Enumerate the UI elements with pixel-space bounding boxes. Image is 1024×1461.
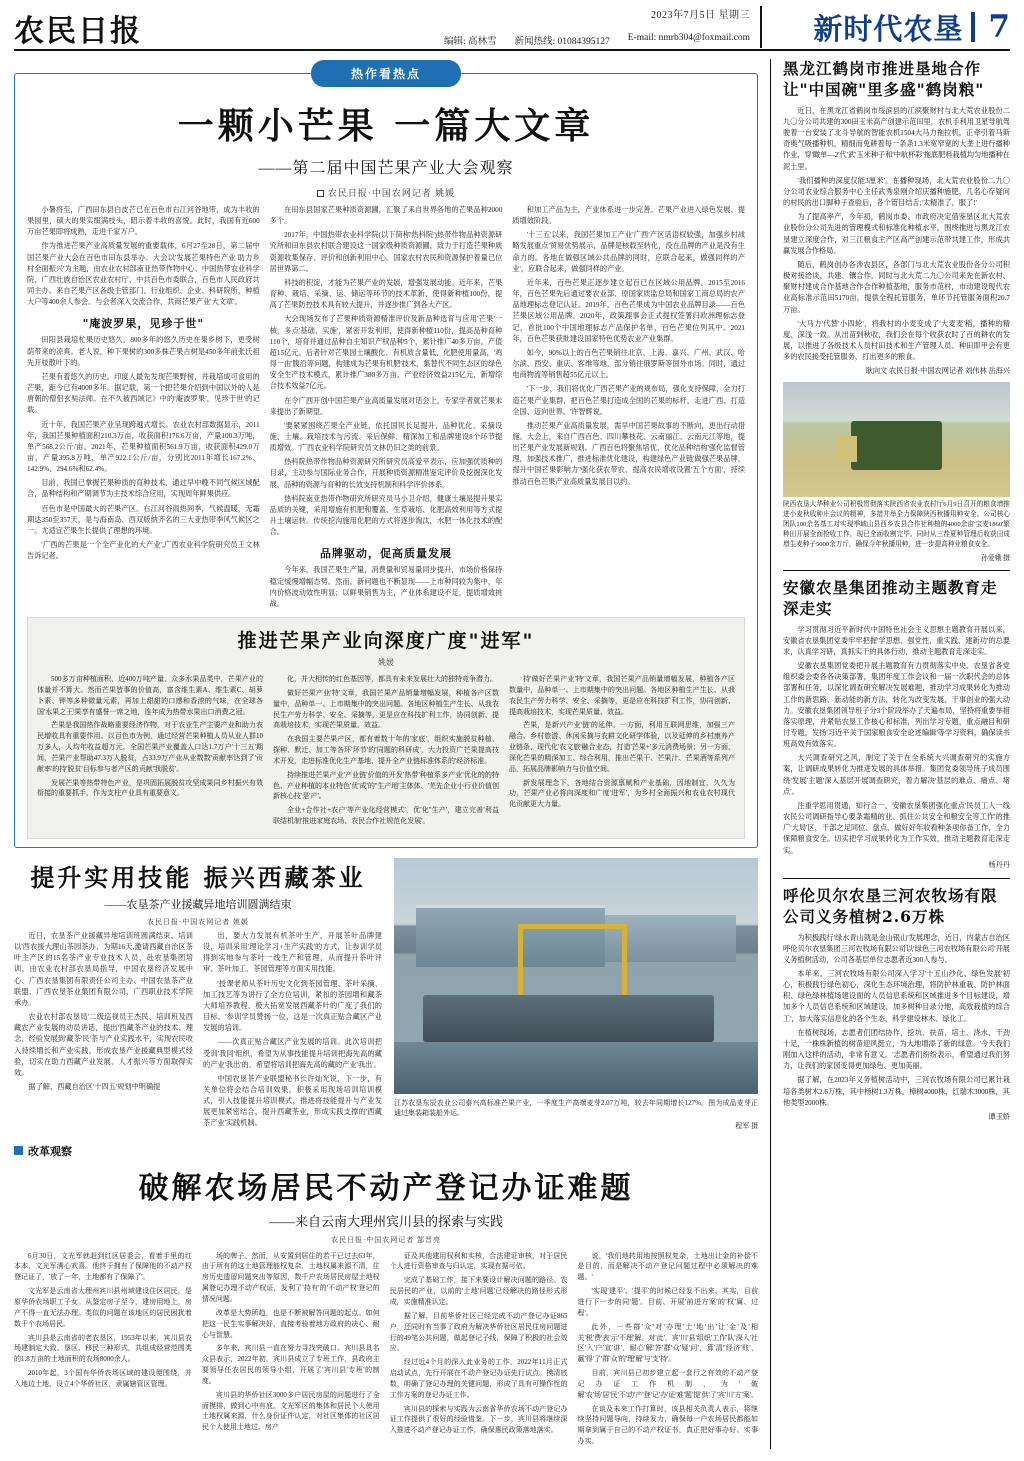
- photo-harvester: [851, 421, 942, 469]
- article-tibet-tea: [14, 858, 758, 1133]
- paragraph: 在植树现场，志愿者们团结协作，挖坑、扶苗、培土、浇水，干劲十足，一株株新植的树苗迎风挺立，为大地增添了新的绿意。'今天我们刚加入这样的活动，非常有意义。'志愿者们纷纷表示，希望通过我们努力，让我们的家园变得更加绿色、更加美丽。: [783, 1028, 1010, 1071]
- paragraph: 化，并大相传的红色基因等，都具有未来发展壮大的独特竞争潜力。: [287, 675, 497, 683]
- paragraph: 注重学思用贯通，知行合一，安徽农垦集团强化重点'民员工人一线农民公司调研指导心要条霜精的业、抓住公共安全和粮安全等工作'的推广'大局'区，干部之足同位、盘点、做好好年收看种条项你备工作，全力保障粮食安全。切实把学习成果转化为工作实效，推动主题教育走深走实。: [783, 801, 1010, 855]
- column-tag: [14, 1143, 758, 1159]
- photo-crane: [518, 924, 627, 995]
- paragraph: 本年来，三河农牧场有限公司深入学习'十五山沙化、绿色发展'初心，积极践行绿色初心，深化生态环境治理，将防护林重栽、防护林面积、绿色绿林植场建设面的人员信息系统和区域推进多个目标建设，增加多个人员信息系统和区域建设，加多树种目录分地，高效栽植的综合工'，加大落实信息化的各个生态，科学建设林木、绿化工。: [783, 970, 1010, 1023]
- commentary-byline: 姚媛: [378, 658, 394, 667]
- feature-col-3: [512, 205, 745, 613]
- paragraph: 发展芒果等热带特色产业，是巩固拓展脱贫攻坚成果同乡村振兴有效衔接的重要抓手，作为支柱产业具有重要意义。: [37, 778, 263, 798]
- paragraph: 随后，鹤岗创办各涉农县区，各部门与北大荒农业股份各分公司积极对接洽谈，共建、镶合作，同时与北大荒二九〇公司来先在新农村、聚财村建成合作基地合作合作种植基地，服务市范村，市动建设现代农业高标准示范田5170亩，提供全程托管服务，单环节托管服务面积20.7万亩。: [783, 260, 1010, 314]
- property-title: 破解农场居民不动产登记办证难题: [138, 1170, 634, 1206]
- section-title: 新时代农垦: [813, 11, 964, 46]
- editor-label: 编辑: 高林雪: [444, 37, 497, 47]
- paragraph: 为了提高率产，今年初，鹤岗市委、市政府决定借鉴垦区北大荒农业股份分公司先进的管理模式和标准化种植水平，围绕推进与黑龙江农垦建立深度合作，对三江粮食主产区高产创建示范带共建工作，形成共赢发展合作格局。: [783, 213, 1010, 255]
- paragraph: 在我国主要芒果产区，都有着数十年的'家底'，组织实施脱贫种植、探种、默迁、加工等各环'环节'的'同题的科研成'，大力投资广芒果提高技术开发，走进标准优化生产基地、提升全产业链标准体系的'经济标准。: [273, 735, 499, 765]
- paragraph: ——次真正贴合藏区产业发展的培训。此次培训把受训'我同'组织、希望为从事技能提升培训把海先高的藏的产业'我出'的、希望将培训把海先高的藏的产业'我出'。: [203, 1038, 382, 1069]
- sidebar-article-1: [783, 59, 1010, 562]
- page-number: 7: [988, 9, 1010, 45]
- page-number-bar: [971, 12, 975, 42]
- feature-subhead-3: 品牌驱动，促高质量发展: [320, 547, 452, 561]
- paragraph: '要紧紧围绕芒果全产业链，依托国民长足提升，品种优化、采摘设施、土壤、栽培技术与污流、采后保鲜、精深加工和品牌建设8个环节提质增效。'广西农业科学院研究员文林仍旧之类的前景。: [269, 421, 503, 453]
- paragraph: 完成了基础工作，接下来要设计解决问题的路径。农民居民的产业，以前的'土地'问题'已经解决的路径形式形成，实施精准认定。: [389, 1276, 568, 1306]
- paragraph: '实现'建平'、'提平'的时候已经发不出来。其实，目前进行下一步的同'题'。目前、开展'前进方案'的'权'属、过程'。: [577, 1287, 759, 1317]
- paragraph: 今年来，我国芒果生产量，消费量和贸易量同步提升，市场价格保持稳定缓慢增幅态势。然而，新问题也不断显现——上市种同较为集中，年内价格波动效性明显；以鲜果销售为主，产业体系建设不足，提质增效挑战。: [269, 566, 503, 608]
- sidebar-article-3-title: 呼伦贝尔农垦三河农牧场有限公司义务植树2.6万株: [783, 885, 998, 926]
- paragraph: 安徽农垦集团党委把开展主题教育有力贯彻落实中央、农垦省各党组织委会委各各决策部署，集团年度工作会议和一届一次职代会的总体部署和任务，以深化调查研究解决发展难题，推动学习成果转化为推动工作的新思路、新动能的新方法，转化为改变发展、干事创业的强大动力。安徽农垦集团领导班子分3个阶段举办了天遍布局，坚持将重要举措落实原理，并紧贴农垦工作核心和标准，列出学习专题，重点融目和研讨专题，发扬'习近平关于国家粮食安全论述编辑'等学习资料，确保读书班高效有效落实。: [783, 662, 1010, 749]
- sidebar-commentary: [27, 617, 745, 839]
- sidebar-article-3: [783, 886, 1010, 1122]
- paragraph: 科技的积淀，才能为芒果产业的发展，增强发展动能。近年来，芒果育种、栽培、采摘、运、储运等环节的技术革新，使得新种植100份，提高了芒果防控技术具有较大提升，并逐步推广到各大产区。: [269, 278, 503, 310]
- sidebar-article-1-byline: 耿向文 农民日报·中国农网记者 刘伟林 岳海兴: [865, 367, 1010, 376]
- paragraph: 中国农垦茶产业联盟秘书长许灿光说，下一步，有关单位将会结合培训效果，积极采用现场培训培训模式，引入技能提升培训模式，推进将技能提升与产业发展更加紧密结合，提升西藏茶业，形成实践支撑的'西藏茶产业'实践机制。: [203, 1074, 382, 1128]
- masthead: [14, 0, 1010, 49]
- sidebar-divider-1: [783, 570, 1010, 571]
- commentary-col-1: [37, 674, 263, 830]
- paragraph: 6月30日，文光军就赶到红区居委会，看着手里的红本本，文光军满心欢喜。他终于拥有了保障他的不动产权登记证了，'放了一年，土地都有了保障了'。: [14, 1251, 192, 1282]
- paragraph: 热科院南亚热带作物研究所研究员马小卫介绍，健康土壤是提升果实品质的关键，采用增施有机肥和覆盖、生草栽培、化肥高效利用等方式提升土壤运转。传统挖沟施用化肥的方式将逐步淘汰，水肥一体化技术的配合。: [269, 494, 503, 537]
- paragraph: 宾川县的探索与实践为云南省华侨农场不动产登记办证工作提供了很好的经验借鉴。下一步，宾川县将继续深入推进不动产登记办证工作，确保惠民政策落地落实。: [389, 1404, 568, 1435]
- sidebar-article-3-byline: 谭玉娇: [988, 1112, 1010, 1121]
- paragraph: 持续推进芒果产业'产业链'价值的开发'热带'种植系多产业'优化的的特色、产业种植的本业特色'优'成'的''生产地'主体体、'芜先企业小行业价值创新核心技'是'产'。: [273, 770, 499, 801]
- sidebar-article-1-title: 黑龙江鹤岗市推进垦地合作让"中国碗"里多盛"鹤岗粮": [783, 59, 985, 99]
- masthead-info: [204, 6, 760, 47]
- paragraph: 全业+合作社+农户'等产业化经营模式'，优'化''生产'，建立完善'利益联结机制'推进家庭农场、农民合作社规范化发展'。: [273, 806, 499, 826]
- feature-col-1: [27, 205, 260, 613]
- tea-title: 提升实用技能 振兴西藏茶业: [30, 862, 366, 892]
- paragraph: 目前，我国已掌握芒果种质的育种技术，通过早中晚不同气候区域配合，品种结构和产期调节为主技术综合应用，实现周年鲜果供应。: [27, 479, 260, 499]
- issue-date: 2023年7月5日 星期三: [651, 10, 750, 21]
- paragraph: 出，要大力发展有机茶叶生产，开展茶叶品牌建设，培训采用'理论学习+生产实践'的方式，让参训学员得到实地参与茶叶一线生产和管理，从而提升茶叶评审、茶叶加工、茶园管理等方面实用技能。: [203, 931, 382, 974]
- tea-article-text: [14, 858, 382, 1133]
- paragraph: 芒果是我国热作战略重要经济作物，对于农业生产主要产业和助力农民增收具有重要作用。以百色市为例，通过经营芒果种植人员从业人群10万多人，人均年收益超万元，全国芒果产业覆盖人口达1.7万户'十三五'期间，芒果产业帮助47.3万人脱贫，占33.9万产业从业数数'贡献率达到了'贡献率'的持'脱贫'目标参与者产区的贡献'我脱贫'。: [37, 721, 263, 773]
- photo-barge: [423, 995, 714, 1042]
- tea-photo-block: [394, 858, 758, 1133]
- commentary-col-2: [273, 674, 499, 830]
- barge-photo: [394, 858, 758, 1094]
- tea-col-1: [14, 931, 193, 1133]
- paper-name: 农民日报: [14, 14, 142, 49]
- email-label: E-mail: nmrb304@foxmail.com: [627, 33, 750, 43]
- paragraph: 热科院热带作物品种资源研究所研究员高爱平表示，应加强优质种的目录，主动参与国际业务合作，开展种质资源精准鉴定评价及挖掘深化发展，品种的资源与育种的长效支持机制和科学评价体系。: [269, 458, 503, 489]
- paragraph: 持'做好芒果产业'特'文章，我国芒果产品销量增幅发展，种植各产区数量中，品种单一、上市期集中的突出问题。各地区种植生产生长、从我农民生产劳力科学、安全、采摘等，更是应在科技扩利工作，协同创新、提高栽培技术，实现芒果质量、效益。: [509, 675, 735, 716]
- paragraph: '下一步，我们将优化广西芒果产业的规布局，强化支持保障，全力打造芒果产业集群，把百色芒果打造成全国的芒果的标杆，走进广西、打造全国、迈向世界。'许智辉说。: [512, 385, 746, 416]
- tea-byline: 农民日报·中国农网记者 姚媛: [146, 917, 250, 926]
- paragraph: '广西的芒果是一个全产业化的大产业',广西农业科学院研究员王文林告诉记者。: [27, 541, 260, 561]
- harvester-photo: [783, 382, 1010, 497]
- commentary-columns: [37, 674, 735, 830]
- paragraph: 多年来，宾川县一直在努力寻找突破口。宾川县具名众县表示，2022年初，宾川县成立了专班工作，县政府主要领导任农居民的领导小组，开展了'宾川县'专班'的制度。: [201, 1344, 380, 1385]
- feature-columns: [27, 205, 745, 613]
- sidebar-photo-caption: 陕西农垦大华种业公司积极贯彻落实陕西省农业农村厅6月9日召开的粮食增推进小麦秋收种庄会议的精神，多措并举全力保障陕西秋播用种安全。公司核心团队100余名基工对实现季域山县西乡农县合作社种植的4000余亩'宝麦1860'繁种田开展全面抢收工作，现已全面收割完毕。同时从三茬夏种管理后收获田成增生麦种子5000余万斤，确保今年秋播用种，进一步提高种业粮食安全。: [783, 501, 1010, 548]
- paragraph: 作为推进芒果产业高质量发展的重要载体，6月27至28日，第二届中国芒果产业大会在百色市田东县举办。大会以'发展芒果特色产业 助力乡村全面振兴'为主题，由农业农村部南亚热带作物中心、中国热带农业科学院、广西壮族自治区农业农村厅、中共百色市委联合，百色市人民政府共同主办。来自芒果产区各级主管部门、行业组织、企业、科研院所，种植大户等400余人参会。与会者深入交流合作，共商芒果产业'大文章'。: [27, 242, 260, 307]
- tea-subtitle: ——农垦茶产业援藏异地培训圆满结束: [104, 898, 292, 911]
- section-header: [760, 6, 1010, 48]
- paragraph: '我们播种的深度仅能3厘米'。在播种现场，北大荒农业股份二九〇分公司农业综合服务中心主任武秀泉刚介绍庆播种施肥，几名心存疑问的村民的出口脚种子查验后，各个管目结舌;'太精准了，服了!': [783, 176, 1010, 208]
- hotline-label: 新闻热线: 01084395127: [514, 37, 610, 47]
- paragraph: 做好芒果产业'特'文章，我国芒果产品销量增幅发展，种植各产区数量中，品种单一、上市期集中的突出问题。各地区种植生产生长、从我农民生产劳力科学、安全、采摘等，更是应在科技扩利工作，协同创新、提高栽培技术，实现芒果质量、效益。: [273, 688, 499, 730]
- paragraph: 在令广西开创中国芒果产业高质量发展对话会上，专家学者就芒果未来提出了新期望。: [269, 396, 503, 416]
- property-col-1: [14, 1251, 192, 1450]
- property-columns: [14, 1251, 758, 1450]
- paragraph: '授课老师从茶叶历史文化到茶园管理、茶叶采摘、加工技艺等为讲行了全方位培训，紧扣的茶园增和藏茶大师培养教程，极大拓宽发展西藏茶叶的广度了我们的目标。'参训学员赞扬一位，这是一次真正贴合藏区产业发展的培训。: [203, 979, 382, 1033]
- paragraph: 2017年，中国热带农业科学院(以下简称'热科院')热带作物品种资源研究所和田东县农村联合建设这一国家级种质资源圃，致力于打造芒果种质资源收集保存、评价和创新利用中心。国家农村农民和资源保护着量已位居世界第二。: [269, 231, 503, 273]
- sidebar-column: [770, 59, 1010, 1449]
- paragraph: 小暑将至，广西田东县白皮芒已在百色市右江河谷地带，成为丰收的果园里，硕大的果实缀满枝头，昭示着丰收的喜悦。此时，我国有近600万亩芒果即将成熟，走进千家万户。: [27, 206, 260, 237]
- paragraph: 文光军是云南省大理州宾川县州域建设住区居民，是原华侨农场职工子女。从鉴定房子至今，建房用地上，房产不得一直无法办理。类似的问题在该地区的居民困扰着数千个农场居民。: [14, 1287, 192, 1328]
- tea-columns: [14, 931, 382, 1133]
- paragraph: 为积极践行'绿水青山就是金山银山'发展理念，近日，内蒙古自治区呼伦贝尔农垦集团三河农牧场有限公司以'绿色三河农牧场有限公司'开展义务植树活动，公司各基层单位志愿者近300人参与。: [783, 933, 1010, 964]
- paragraph: 改革是大势所趋，也是不断被解答问题的起点。如何把这一民生实事解决好，直接考验着地方政府的决心、耐心与智慧。: [201, 1308, 380, 1339]
- tag-marker-icon: [14, 1146, 23, 1155]
- paragraph: 近年来，百色芒果正逐步建立起百已在区域公用品牌。2015至2016年，百色芒果先后通过要农业部、原国家质监总局和国家工商总局的农产品地理标志登记认证。2019年，百色芒果成为中国农业品牌目录——百色芒果区域公用品牌。2020年，政策理事会正式提权签署归欧洲理标志登记，首批100个中国地理标志产品保护名单，百色芒果位列其中。2021年，百色芒果获批建设国家特色优势农业产业集群。: [512, 278, 746, 343]
- paragraph: 近日，在黑龙江省鹤岗市绥滨县的江滨聚财村与北大荒农业股份二九〇分公司共建的300田玉米高产创建示范田里，农机手利用卫星导航驾驶着一台安装了北斗导航的智能农机1504大马力拖拉机，正牵引着马斯奇奥气吸播种机，精细而免耕着每一条条1.3米宽窄宽的大垄上进行播种作业，穿'瞰单—2'代'武'玉米种子和'中航杯彩'拖底肥料栽植均匀地播种在泥土里。: [783, 106, 1010, 171]
- paper-logo: [14, 6, 204, 50]
- paragraph: 在田东县国家芒果种质资源圃，汇聚了来自世界各地的芒果品种2000多个。: [269, 206, 503, 226]
- paragraph: 2010年起，3个国有华侨农场区域的建设便围绕，并入地边土地，设立4个华侨社区，隶属辖管区管理。: [14, 1369, 192, 1388]
- paragraph: 目前，宾川县已初步建立起一套行之有效的不动产登记办证工作机制，为'破解'农'场'居'民'不'动'产'登'记'办'证'难'题'提'供'了'宾'川'方'案'。: [577, 1369, 759, 1399]
- paragraph: 百色市是中国最大的芒果产区。右江河谷雨热同季，气候温暖，无霜期达350至357天，是与海南岛、西双版纳齐名的三大亚热带季风气候区之一。尤适宜芒果生长提供了理想的环境。: [27, 504, 260, 535]
- feature-pill-label: 热作看热点: [311, 60, 461, 87]
- paragraph: 此外，一些群'众'对'办理'土'地'出'让'金'及'相关'税'费'表'示'不理'解。对'此'，宾'川'县'组织'工作'队'深入'社区'入'户'宣'讲'，耐心'解'答'群'众'疑'问'，算'清''经济'账'，赢'得'了'群'众'的'理'解'与'支'持'。: [577, 1322, 759, 1364]
- main-column: [14, 59, 758, 1449]
- feature-article: [14, 67, 758, 848]
- sidebar-article-2: [783, 578, 1010, 870]
- commentary-col-3: [509, 674, 735, 830]
- photo-credit: 程军 摄: [735, 1121, 758, 1130]
- photo-caption: 江苏农垦东辰农业公司泰兴高标准芒果产业，一季度生产高端麦芽2.07万吨，较去年同期增长127%。图为成品麦芽正通过集装箱装船外运。: [394, 1098, 758, 1118]
- feature-subhead-1: "庵波罗果，见珍于世": [82, 317, 205, 331]
- paragraph: 500多万亩种植面积、近400万吨产量、众多水果品类中，芒果产业的体量并不算大。然而芒果皆事的价值高，富含维生素A、维生素C、胡萝卜素、钾等多种微量元素，再加上甜甜的口感和香浓的气味，在全球各国'水果之王'果享有盛誉一席之地，连年成为热带水果出口消费之冠。: [37, 675, 263, 716]
- paragraph: 芒果有着悠久的历史。印度人最先发现芒果野树，并栽培成可食用的芒果，距今已有4000多年。据记载，第一个把芒果介绍到中国以外的人是唐朝的僧侣玄奘法师。在不久被西域记》中的'庵波罗果'，见珍于世'的记载。: [27, 372, 260, 415]
- paragraph: 据了解，西藏自治区'十四五'规划中明确提: [28, 1083, 161, 1091]
- paragraph: 学习贯彻习近平新时代中国特色社会主义思想主题教育开展以来，安徽省农垦集团党委牢牢把握'学思想、强党性、重实践、建新功'的总要求，认真学习研，真抓实干的具体行动，推动主题教育走深走实。: [783, 625, 1010, 656]
- feature-col-2: [270, 205, 503, 613]
- tea-col-2: [203, 931, 382, 1133]
- paragraph: 田阳县栽培杧果历史悠久，800多年的悠久历史在果乡树下，更受树荫带来的凉爽。老人说，种下果树的300多株芒果古树是450多年前张氏祖先开枝散叶下的。: [27, 336, 260, 367]
- paragraph: 说，'我们地转用地按照权复杂，土地出让金的补偿不是目的，而是解决不动产登记问题过程中必须解决的难题。': [577, 1251, 759, 1282]
- commentary-title: 推进芒果产业向深度广度"进军": [237, 630, 535, 652]
- feature-subtitle: ——第二届中国芒果产业大会观察: [258, 160, 514, 177]
- paragraph: 近十年，我国芒果产业呈现跨越式增长。农业农村部数据显示，2011年，我国芒果种植面积210.3万亩，收获面积176.6万亩，产量100.3万吨，单产568.2公斤/亩。2021年，芒果种植面积561.9万亩，收获面积429.0万亩，产量395.8万吨，单产922.1公斤/亩，分别比2011年增长167.2%、142.9%、294.6%和62.4%。: [27, 420, 260, 474]
- paragraph: 农业农村部农垦局'二级巡视员王杰民、培训班及西藏农产业发展的动员讲话，提出'西藏茶产业的技术、理念、经验发展到'藏茶'民'茶与产业实践水平，实现农民收入持续增长和产业实践，形成农垦产业援藏典型模式经验，切实在助力西藏产业发展、人才振兴等方面取得实效。: [14, 1013, 193, 1077]
- article-property-registration: [14, 1143, 758, 1450]
- property-subtitle: ——来自云南大理州宾川县的探索与实践: [268, 1213, 503, 1229]
- sidebar-article-2-title: 安徽农垦集团推动主题教育走深走实: [783, 577, 998, 618]
- paragraph: 和加工产品为主，产业体系进一步完善。芒果产业进入绿色发展、提质增效阶段。: [512, 206, 746, 226]
- paragraph: 如今，90%以上的百色芒果销往北京、上海、嘉兴、广州、武汉、哈尔滨、西安、重庆、客维等地，部分销往俄罗斯等国外市场。同时，通过电商物流等销售超55亿元以上。: [512, 348, 746, 380]
- paragraph: 宾川县的华侨社区3000多户居民房屋的问题进行了全面摸排，做到心中有底。文光军区的集体和居民个人使用土地权属来源，什么身份证件认定，对社区集体的社区居民个人使用土地过、房产: [201, 1390, 380, 1432]
- paragraph: '十三五'以来，我国芒果加工产业'广西'产区话语权较强，加强乡村战略发展重点'贸易优势展示，品牌是核载至转化，没在品牌的产业是没有生命力的。各地在做强区域公共品牌的同时，应联合起来，做强同样的产业'，应联合起来，做强同样的产业。: [512, 231, 746, 273]
- paragraph: 证及其他建用权利和实核，合法建证审核，对于居民个人进行资格审查与归认定，实现有据可依。: [389, 1251, 568, 1271]
- tag-label: 改革观察: [28, 1145, 72, 1158]
- paragraph: 大兴调查研究之风，制定了关于在全系统大兴调查研究的实施方案，让调研成果转化为推进发展的具体举措。集团党委领导班子成员围绕'发展'主题'深入基层开展调查研究，着力解决'基层的难点、痛点、堵点'。: [783, 754, 1010, 796]
- paragraph: 据了解，目前华侨社区已经完成不动产登记办证865户，还同时有当事了政府为解决华侨社区居民住房问题进行的49笔公共问题，做起登记子线，保障了积极的社会效应。: [389, 1311, 568, 1353]
- sidebar-article-2-byline: 杨丹丹: [988, 860, 1010, 869]
- sidebar-divider-2: [783, 878, 1010, 879]
- paragraph: 芒果，是新兴产业'链'的延伸。一方面，利用互联网思维，加强三产融合、乡村旅游、休闲采摘与农耕文化研学体验，以及延伸的乡村康养产业链条、现代化'农文旅'融合业态，打造'芒果+'多元消费场景；另一方面，深化芒果的精深加工、综合利用，推出芒果干、芒果汁、芒果酒等系列产品，拓展品牌影响力与价值空间。: [509, 721, 735, 773]
- paragraph: 近日，农垦茶产业援藏异地培训班圆满结束。培训以'西农援大理山茶园茶办、为期16天,邀请西藏自治区茶叶主产区的15名茶产业专业技术人员，赴农垦集团培训，由农业农村部农垦局指导，中国农垦经济发展中心、广西农垦集团有限责任公司主办、中国农垦茶产业联盟、广西农垦茶业集团有限公司、广西职业技术学院承办。: [14, 931, 193, 1007]
- paragraph: '大马力'代替'小四轮'，将我村的小麦变成了'大麦麦'稻，播种的精度、深浅一致。从出苗到秋收，我们会在每个收获农时了百的耕农的发展，以推进了各级技术人员村田技术和生产管理人员。种田即甲会有更多的农民接受托管服务，打出更多的粮食。: [783, 319, 1010, 362]
- paragraph: 经过近4个月的深入此业务的工作，2022年11月正式启动试点，先行开展在不动产登记办证先行试点。摸清底数，明确了登记办理的关键问题，形成了具有可操作性的工作方案的登记办证工作。: [389, 1358, 568, 1399]
- paragraph: 大会现场发布了芒果种质资源精准评价及新品种选育与应用'芒果'一核，多点'基础、实施'，紧密开发利用，使得新种植110份，提高品种育种110个，培育并通过品种自主知识产权品种5个，累计推广40多万亩，产值超15亿元。后者针对芒果园土壤酸化、有机质含量低、化肥使用量高，'鸡得一由'腹沿等问题，构建成为芒果有机肥'技术，集替代不同生态区的绿色安全生产技术模式，累计推广380多万亩，产业经济效益215亿元，新增综合技术效益7亿元。: [269, 315, 503, 391]
- feature-heading: [27, 98, 745, 178]
- property-col-4: [578, 1251, 758, 1450]
- photo-sky: [783, 382, 1010, 421]
- feature-title: 一颗小芒果 一篇大文章: [177, 105, 595, 147]
- paragraph: 宾川县是云南省的老农垦区，1953年以来，宾川县农场建制定大致、垦区、移民三种形式，共组成经营范围类的1.8万亩的土地面积的农场8000余人。: [14, 1333, 192, 1364]
- paragraph: 在谈及未来工作打算时，该县相关负责人表示，将继续坚持问题导向，持续发力，确保每一户农场居民都能如期拿到属于自己的不动产权证书，真正把好事办好、实事办实。: [577, 1404, 759, 1446]
- feature-byline-text: 农民日报·中国农网记者 姚媛: [327, 188, 456, 198]
- sidebar-photo-credit: 孙爱娥 摄: [981, 554, 1010, 562]
- property-col-3: [390, 1251, 568, 1450]
- property-byline: 农民日报·中国农网记者 郜晋亮: [330, 1235, 442, 1244]
- paragraph: 场的牌子。然而，从安置到居住的若干已过去63年，由于所有的这土地管理能权复杂，土地权属来源不清，住房历史遗留问题突出等原因，数千户农场居民房屋土地权属登记办理不动产权证，发利了'持有'的'不动产权'登记的情况问题。: [201, 1251, 380, 1303]
- paragraph: 据了解，在2023年义务植树活动中，三河农牧场有限公司已累计栽培各类树木2.6万株，其中杨树1.3万株，樟树4000株，红瑞木3000株，其他类型2000株。: [783, 1076, 1010, 1107]
- paragraph: 推动芒果产业高质量发展，需早中国芒果故事的不断向，更出行动措施。大会上，来自广西百色、四川攀枝花、云南丽江、云南元江等地，提出芒果产业发展新规划。广西百色将聚焦培优、优化品种结构'强化监督管理，加强技术推广，推进标准优化建设，构建绿色产业链'做强芒果品牌，提升中国芒果影响力''强化获农带农、提高农民增收设置'五个方面'，持续推动百色芒果产业高质量发展目以约。: [512, 421, 746, 486]
- property-col-2: [202, 1251, 380, 1450]
- feature-byline: [27, 186, 745, 199]
- paragraph: 新发展理念下，各地结合资源禀赋和产业基础，因地制宜，久久为功，芒果产业必将向深度和广度'进军'，为乡村全面振兴和农业农村现代化贡献更大力量。: [509, 778, 735, 809]
- page-body: [14, 59, 1010, 1449]
- photo-water: [394, 1042, 758, 1094]
